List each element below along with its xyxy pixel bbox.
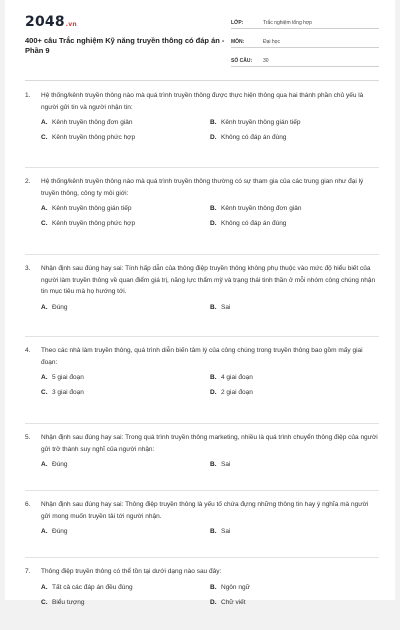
question-line xyxy=(25,566,379,578)
option-text: Tất cả các đáp án đều đúng xyxy=(52,583,133,591)
option-text: Chữ viết xyxy=(221,598,246,606)
document-title: 400+ câu Trắc nghiệm Kỹ năng truyền thông có đáp án - Phần 9 xyxy=(25,36,225,55)
meta-label: SỐ CÂU: xyxy=(231,58,253,64)
option-letter: A. xyxy=(41,119,48,126)
option-letter: C. xyxy=(41,134,48,141)
option-text: Kênh truyền thông phức hợp xyxy=(52,220,136,227)
option-text: Sai xyxy=(221,461,231,468)
option-c[interactable] xyxy=(41,134,210,149)
question-number: 2. xyxy=(25,178,31,185)
meta-info xyxy=(231,14,379,71)
question-4 xyxy=(25,337,379,424)
option-group xyxy=(25,374,379,404)
option-letter: C. xyxy=(41,220,48,227)
option-text: Kênh truyền thông phức hợp xyxy=(52,134,136,141)
question-7 xyxy=(25,558,379,630)
logo-main-text: 2048 xyxy=(25,14,65,30)
option-text: Kênh truyền thông đơn giản xyxy=(221,205,302,212)
question-text: Hệ thống/kênh truyền thông nào mà quá trình truyền thông thường có sự tham gia của các trung gian như đại lý truyền thông, công ty môi giới: xyxy=(41,178,364,197)
question-line xyxy=(25,176,379,199)
option-text: Ngôn ngữ xyxy=(221,583,250,591)
meta-label: MÔN: xyxy=(231,39,245,45)
question-number: 6. xyxy=(25,501,31,508)
option-group xyxy=(25,528,379,543)
option-letter: A. xyxy=(41,528,48,535)
question-number: 3. xyxy=(25,265,31,272)
option-text: Không có đáp án đúng xyxy=(221,134,287,141)
option-text: Sai xyxy=(221,303,231,311)
option-letter: B. xyxy=(210,119,217,126)
option-group xyxy=(25,205,379,235)
meta-value: Trắc nghiệm tổng hợp xyxy=(263,20,312,26)
option-letter: B. xyxy=(210,303,217,311)
logo-sub-text: .vn xyxy=(65,21,77,28)
option-text: 4 giai đoạn xyxy=(221,374,253,381)
question-line xyxy=(25,499,379,522)
option-a[interactable] xyxy=(41,528,210,543)
option-b[interactable] xyxy=(210,374,379,389)
page-header xyxy=(5,0,395,82)
option-text: Kênh truyền thông gián tiếp xyxy=(52,205,132,212)
question-text: Hệ thống/kênh truyền thông nào mà quá trình truyền thông được thực hiện thông qua hai thành phần chủ yếu là người gửi tin và người nhận tin: xyxy=(41,92,364,111)
option-d[interactable] xyxy=(210,220,379,235)
question-2 xyxy=(25,168,379,255)
option-b[interactable] xyxy=(210,304,379,319)
option-a[interactable] xyxy=(41,119,210,134)
option-text: 5 giai đoạn xyxy=(52,374,84,381)
question-list xyxy=(25,82,379,630)
site-logo[interactable] xyxy=(25,14,77,30)
option-letter: A. xyxy=(41,303,48,311)
option-text: Kênh truyền thông đơn giản xyxy=(52,119,133,126)
option-letter: B. xyxy=(210,374,217,381)
option-a[interactable] xyxy=(41,205,210,220)
option-text: Đúng xyxy=(52,461,68,468)
option-group xyxy=(25,119,379,149)
question-text: Nhận định sau đúng hay sai: Tính hấp dẫn của thông điệp truyền thông không phụ thuộc vào mức độ hiểu biết của người làm truyền thông về quan điểm giá trị, năng lực thẩm mỹ và trạng thái tinh thần ở mỗi nhóm công chúng nhận tin mục tiêu mà họ hướng tới. xyxy=(41,265,376,295)
option-group xyxy=(25,584,379,614)
option-letter: A. xyxy=(41,374,48,381)
question-text: Thông điệp truyền thông có thể tồn tại dưới dạng nào sau đây: xyxy=(41,568,222,575)
option-letter: B. xyxy=(210,528,217,535)
option-d[interactable] xyxy=(210,389,379,404)
option-letter: A. xyxy=(41,461,48,468)
question-number: 7. xyxy=(25,568,31,575)
option-text: Không có đáp án đúng xyxy=(221,220,287,227)
question-line xyxy=(25,432,379,455)
option-d[interactable] xyxy=(210,599,379,614)
option-text: Đúng xyxy=(52,303,68,311)
option-group xyxy=(25,461,379,476)
option-group xyxy=(25,304,379,319)
meta-row-class xyxy=(231,14,379,29)
header-divider xyxy=(25,80,379,81)
question-line xyxy=(25,90,379,113)
option-text: Sai xyxy=(221,528,231,535)
option-b[interactable] xyxy=(210,528,379,543)
option-c[interactable] xyxy=(41,599,210,614)
question-text: Theo các nhà làm truyền thông, quá trình diễn biến tâm lý của công chúng trong truyền thông bao gồm mấy giai đoạn: xyxy=(41,347,363,366)
option-letter: D. xyxy=(210,389,217,396)
option-b[interactable] xyxy=(210,584,379,599)
meta-row-subject xyxy=(231,33,379,48)
option-letter: C. xyxy=(41,389,48,396)
document-page xyxy=(5,0,395,606)
question-3 xyxy=(25,255,379,337)
option-b[interactable] xyxy=(210,119,379,134)
question-6 xyxy=(25,491,379,558)
meta-row-count xyxy=(231,52,379,67)
option-text: Biểu tượng xyxy=(52,598,85,606)
question-text: Nhận định sau đúng hay sai: Thông điệp truyền thông là yếu tố chứa đựng những thông tin hay ý nghĩa mà người gửi mong muốn truyền tải tới người nhận. xyxy=(41,501,369,520)
meta-value: Đại học xyxy=(263,39,280,45)
meta-value: 30 xyxy=(263,58,269,64)
option-b[interactable] xyxy=(210,205,379,220)
option-b[interactable] xyxy=(210,461,379,476)
option-letter: C. xyxy=(41,598,48,606)
option-text: Đúng xyxy=(52,528,68,535)
question-number: 5. xyxy=(25,434,31,441)
option-c[interactable] xyxy=(41,220,210,235)
option-letter: D. xyxy=(210,220,217,227)
question-line xyxy=(25,345,379,368)
option-letter: A. xyxy=(41,583,48,591)
option-c[interactable] xyxy=(41,389,210,404)
option-a[interactable] xyxy=(41,461,210,476)
option-letter: D. xyxy=(210,598,217,606)
question-number: 1. xyxy=(25,92,31,99)
question-line xyxy=(25,263,379,298)
option-letter: A. xyxy=(41,205,48,212)
option-letter: B. xyxy=(210,583,217,591)
question-5 xyxy=(25,424,379,491)
option-a[interactable] xyxy=(41,374,210,389)
meta-label: LỚP: xyxy=(231,20,244,26)
option-letter: B. xyxy=(210,205,217,212)
option-letter: D. xyxy=(210,134,217,141)
question-number: 4. xyxy=(25,347,31,354)
option-letter: B. xyxy=(210,461,217,468)
question-1 xyxy=(25,82,379,168)
option-a[interactable] xyxy=(41,584,210,599)
option-text: 2 giai đoạn xyxy=(221,389,253,396)
question-text: Nhận định sau đúng hay sai: Trong quá trình truyền thông marketing, nhiều là quá trình chuyển thông điệp của người gửi trở thành suy nghĩ của người nhận: xyxy=(41,434,378,453)
option-a[interactable] xyxy=(41,304,210,319)
option-text: Kênh truyền thông gián tiếp xyxy=(221,119,301,126)
option-text: 3 giai đoạn xyxy=(52,389,84,396)
option-d[interactable] xyxy=(210,134,379,149)
